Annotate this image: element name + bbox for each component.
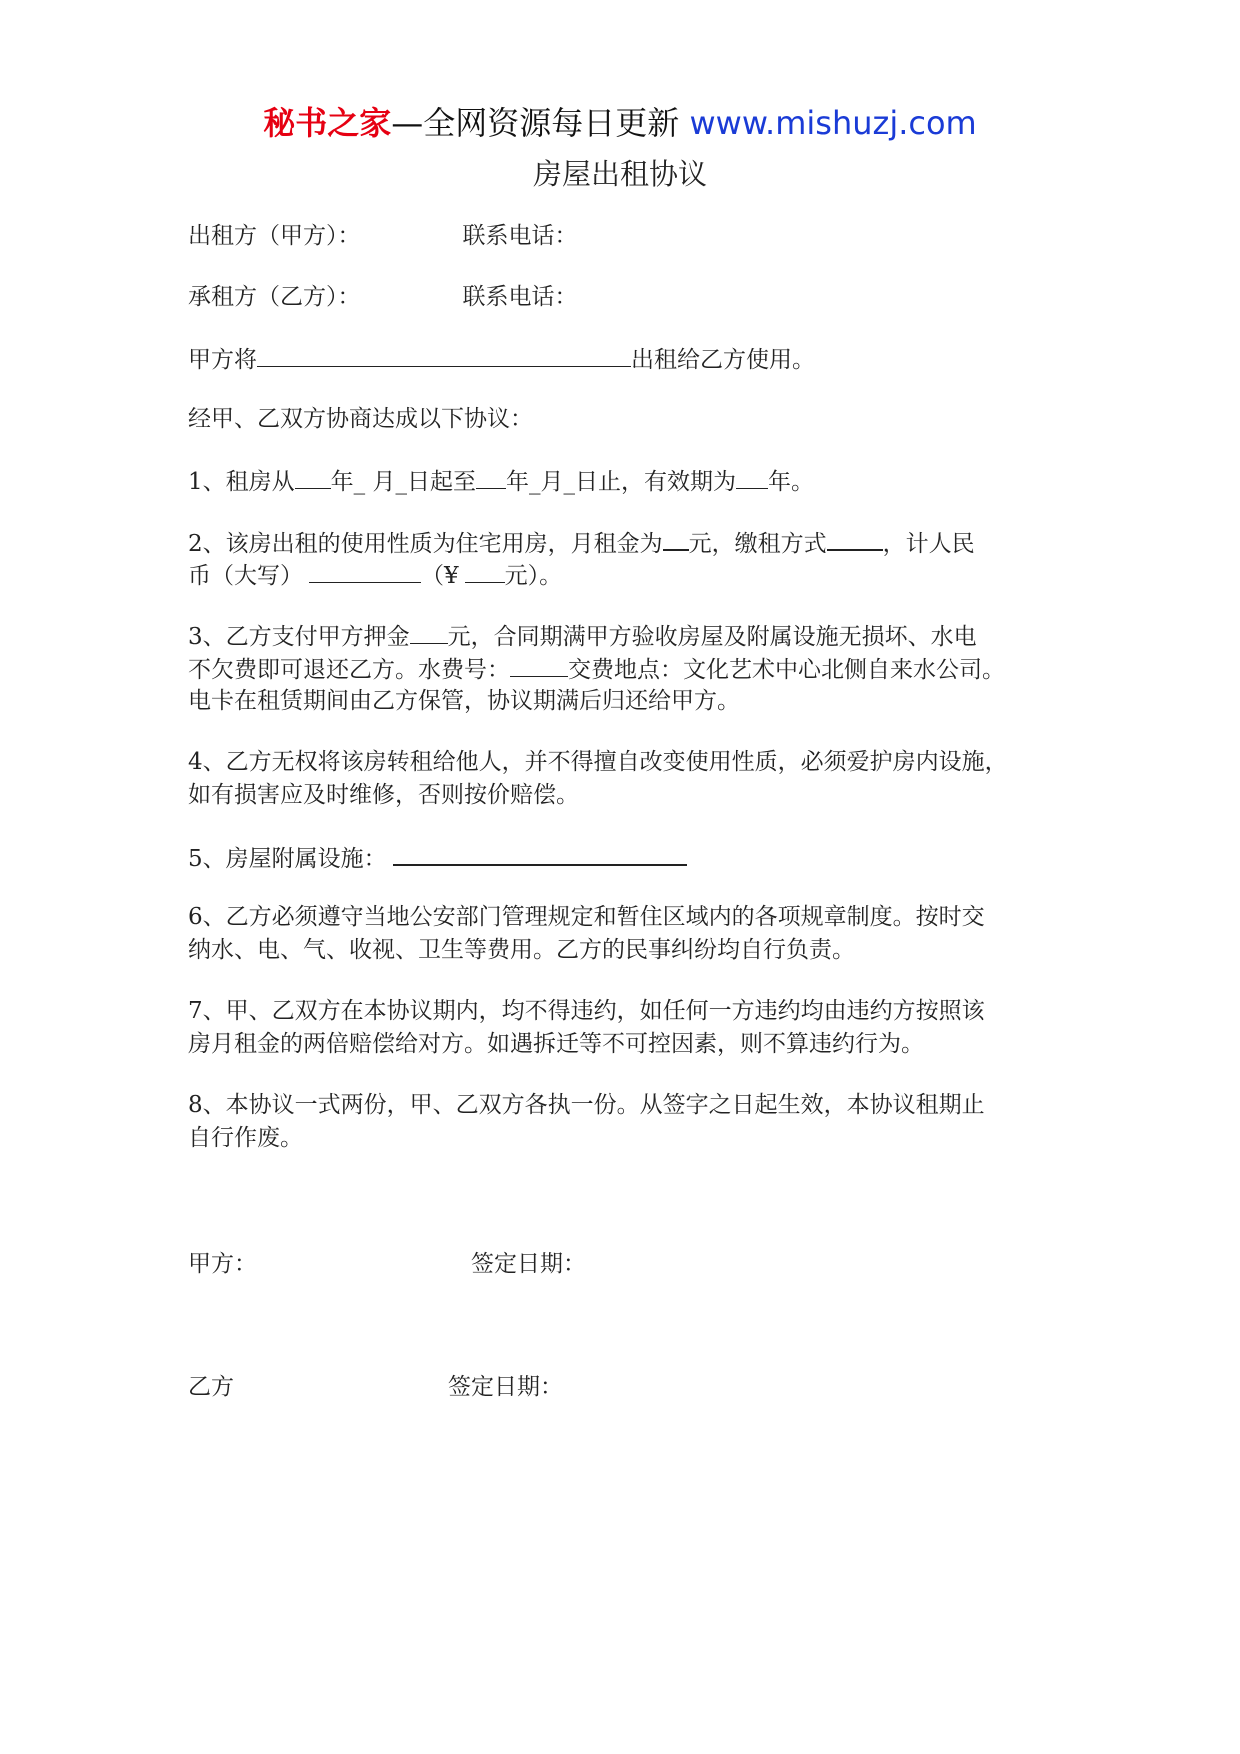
lessor-phone-label: 联系电话： [462, 223, 578, 249]
party-a-date-label: 签定日期： [471, 1251, 586, 1277]
lessee-line [188, 281, 1068, 314]
party-a-label: 甲方： [188, 1251, 257, 1277]
clause-7-line-2: 房月租金的两倍赔偿给对方。如遇拆迁等不可控因素，则不算违约行为。 [188, 1031, 924, 1057]
rent-blank [663, 525, 689, 551]
header-tagline: —全网资源每日更新 [391, 104, 680, 142]
lessor-line [188, 220, 1068, 253]
clause-2-text-a: 2、该房出租的使用性质为住宅用房，月租金为 [188, 531, 663, 557]
clause-2-text-d: 币（大写） [188, 563, 303, 589]
clause-3-line-1 [188, 619, 1068, 654]
clause-3-text-c: 不欠费即可退还乙方。水费号： [188, 657, 510, 683]
clause-3-text-b: 元，合同期满甲方验收房屋及附属设施无损坏、水电 [447, 624, 977, 650]
clause-2-line-2 [188, 558, 1068, 593]
party-b-date-label: 签定日期： [448, 1374, 563, 1400]
amount-number-blank [465, 558, 505, 583]
clause-2-line-1 [188, 525, 1068, 561]
clause-1 [188, 464, 1068, 499]
clause-1-text-a: 1、租房从 [188, 469, 295, 495]
clause-2-text-c: ，计人民 [882, 531, 975, 557]
site-url-link[interactable]: www.mishuzj.com [689, 104, 977, 142]
clause-8-line-1: 8、本协议一式两份，甲、乙双方各执一份。从签字之日起生效，本协议租期止 [188, 1092, 985, 1118]
end-year-blank [476, 464, 506, 489]
water-account-blank [510, 652, 568, 677]
lessor-label: 出租方（甲方）： [188, 223, 361, 249]
party-b-signature-line [188, 1371, 1068, 1404]
property-blank [257, 342, 631, 367]
property-line [188, 342, 1068, 377]
clause-6-line-2: 纳水、电、气、收视、卫生等费用。乙方的民事纠纷均自行负责。 [188, 937, 855, 963]
clause-3-text-d: 交费地点：文化艺术中心北侧自来水公司。 [568, 657, 1005, 683]
amount-words-blank [309, 558, 421, 583]
payment-method-blank [827, 525, 883, 551]
brand-name: 秘书之家 [263, 104, 392, 142]
party-a-signature-line [188, 1248, 1068, 1281]
clause-1-text-d: 年。 [767, 469, 814, 495]
clause-1-text-c: 年_月_日止，有效期为 [505, 469, 736, 495]
clause-7-line-1: 7、甲、乙双方在本协议期内，均不得违约，如任何一方违约均由违约方按照该 [188, 998, 985, 1024]
document-title: 房屋出租协议 [532, 157, 707, 191]
clause-8-line-2: 自行作废。 [188, 1125, 303, 1151]
party-b-label: 乙方 [188, 1374, 234, 1400]
term-blank [736, 464, 768, 489]
clause-3-text-a: 3、乙方支付甲方押金 [188, 624, 410, 650]
clause-6-line-1: 6、乙方必须遵守当地公安部门管理规定和暂住区域内的各项规章制度。按时交 [188, 904, 985, 930]
clause-1-text-b: 年_ 月_日起至 [330, 469, 476, 495]
start-year-blank [295, 464, 331, 489]
lessee-label: 承租方（乙方）： [188, 284, 361, 310]
facilities-blank [393, 840, 687, 866]
clause-2-text-f: 元）。 [504, 563, 563, 589]
site-header [0, 100, 1240, 146]
clause-5 [188, 840, 1068, 876]
deposit-blank [410, 619, 448, 644]
clause-3-line-3: 电卡在租赁期间由乙方保管，协议期满后归还给甲方。 [188, 688, 740, 714]
clause-4-line-2: 如有损害应及时维修，否则按价赔偿。 [188, 782, 579, 808]
clause-2-text-b: 元，缴租方式 [688, 531, 827, 557]
agreement-line: 经甲、乙双方协商达成以下协议： [188, 406, 533, 432]
clause-2-text-e: （¥ [421, 563, 459, 589]
lessee-phone-label: 联系电话： [462, 284, 578, 310]
clause-3-line-2 [188, 652, 1068, 687]
property-suffix: 出租给乙方使用。 [631, 347, 815, 373]
property-prefix: 甲方将 [188, 347, 257, 373]
clause-5-label: 5、房屋附属设施： [188, 846, 387, 872]
clause-4-line-1: 4、乙方无权将该房转租给他人，并不得擅自改变使用性质，必须爱护房内设施， [188, 749, 1008, 775]
